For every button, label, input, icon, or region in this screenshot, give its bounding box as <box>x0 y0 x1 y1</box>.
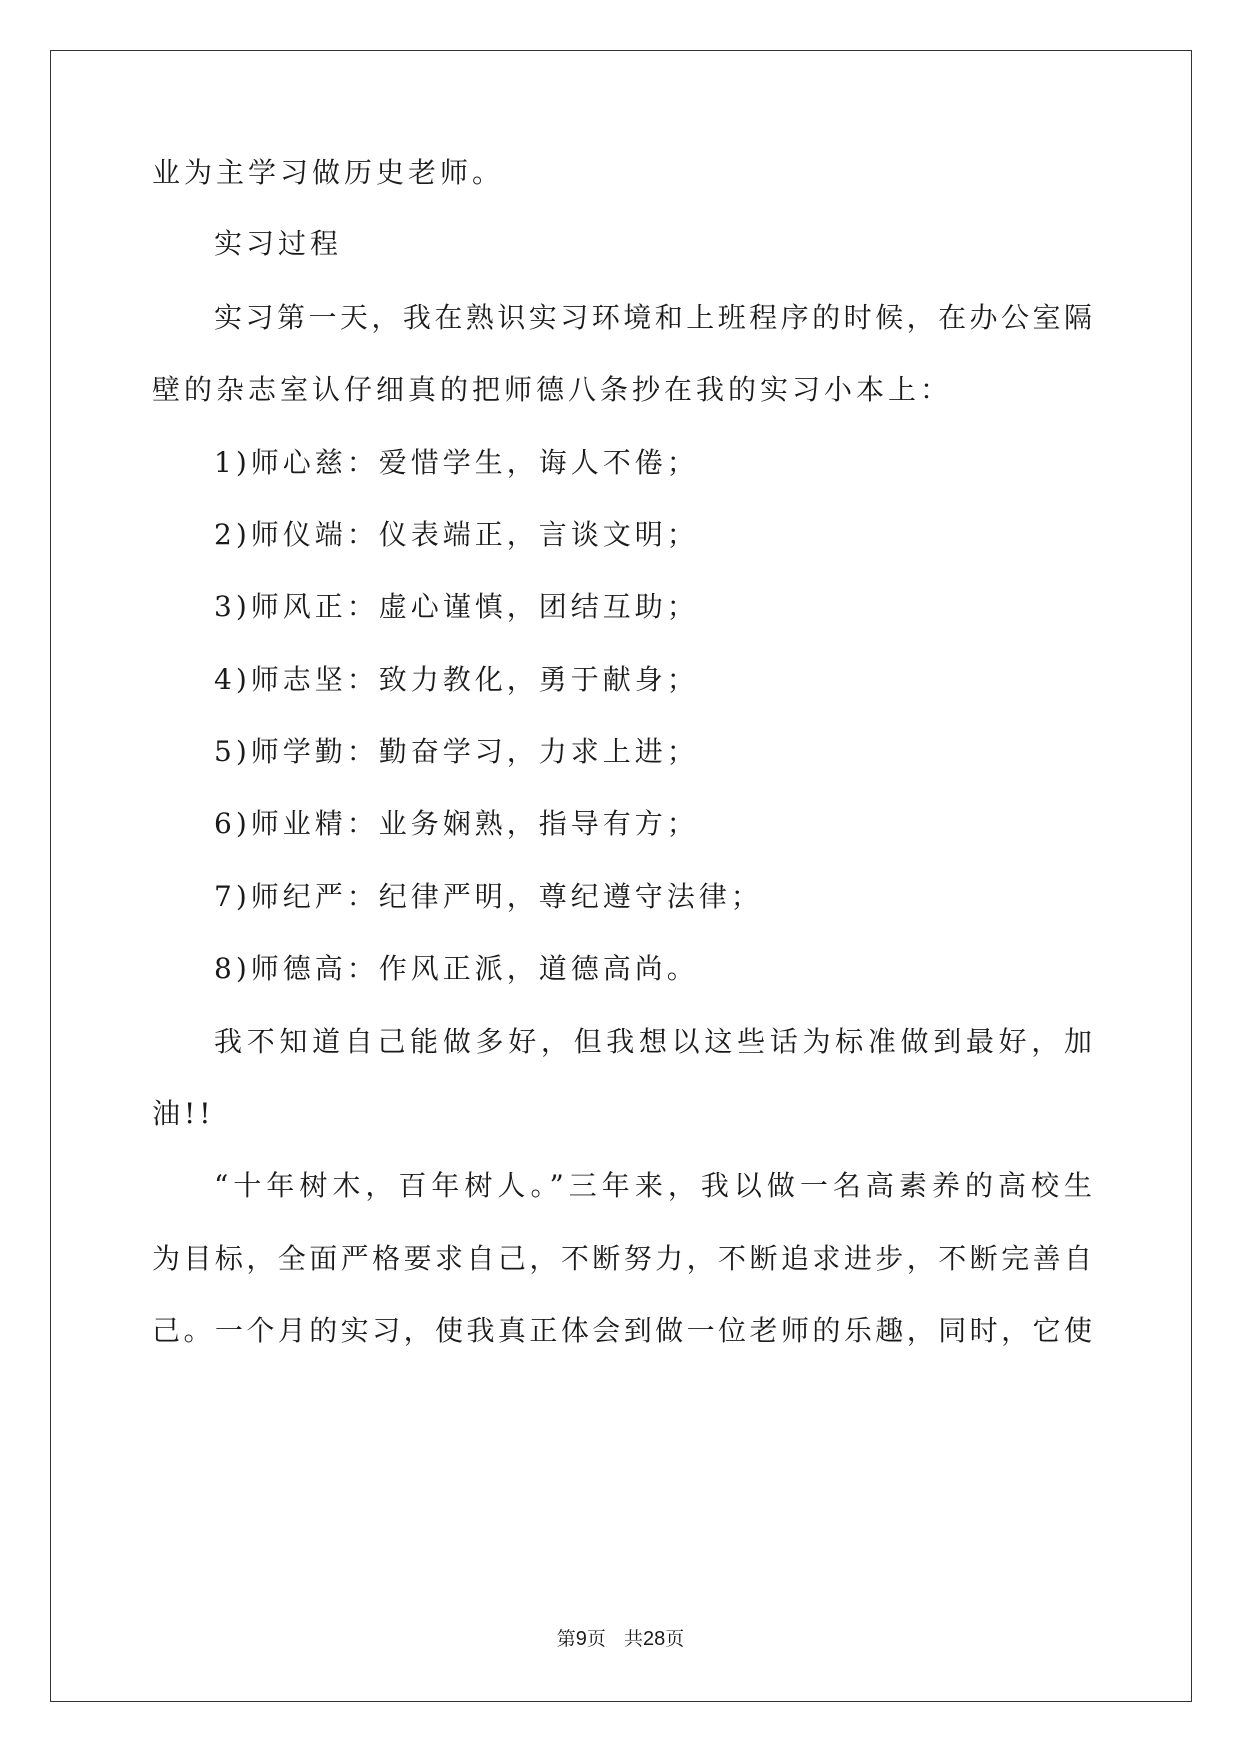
list-item: 1)师心慈：爱惜学生，诲人不倦； <box>214 446 699 479</box>
text-line-content: 己。一个月的实习，使我真正体会到做一位老师的乐趣，同时，它使 <box>152 1314 1092 1347</box>
list-item: 3)师风正：虚心谨慎，团结互助； <box>214 590 699 623</box>
text-line-content: 我不知道自己能做多好，但我想以这些话为标准做到最好，加 <box>214 1025 1092 1058</box>
list-item: 8)师德高：作风正派，道德高尚。 <box>214 952 699 985</box>
text-line-content: “十年树木，百年树人。”三年来，我以做一名高素养的高校生 <box>214 1169 1092 1202</box>
list-item: 2)师仪端：仪表端正，言谈文明； <box>214 518 699 551</box>
footer-total-pages: 28 <box>643 1628 666 1650</box>
list-item: 6)师业精：业务娴熟，指导有方； <box>214 807 699 840</box>
footer-page-prefix: 第 <box>556 1628 576 1650</box>
footer-page-number: 9 <box>575 1628 587 1650</box>
text-line <box>214 1022 1092 1062</box>
text-line <box>214 298 1092 338</box>
text-line-content: 为目标，全面严格要求自己，不断努力，不断追求进步，不断完善自 <box>152 1242 1092 1275</box>
section-heading: 实习过程 <box>214 227 343 260</box>
text-line: 业为主学习做历史老师。 <box>152 156 505 189</box>
text-line <box>152 1239 1092 1279</box>
text-line-content: 实习第一天，我在熟识实习环境和上班程序的时候，在办公室隔 <box>214 301 1092 334</box>
footer-page-suffix: 页 <box>586 1628 606 1650</box>
footer-total-suffix: 页 <box>665 1628 685 1650</box>
list-item: 7)师纪严：纪律严明，尊纪遵守法律； <box>214 880 763 913</box>
text-line: 油!! <box>152 1097 215 1130</box>
text-line: 壁的杂志室认仔细真的把师德八条抄在我的实习小本上： <box>152 373 953 406</box>
page-footer <box>0 1627 1241 1651</box>
list-item: 4)师志坚：致力教化，勇于献身； <box>214 663 699 696</box>
text-line <box>214 1166 1092 1206</box>
text-line <box>152 1311 1092 1351</box>
footer-total-prefix: 共 <box>624 1628 644 1650</box>
list-item: 5)师学勤：勤奋学习，力求上进； <box>214 735 699 768</box>
